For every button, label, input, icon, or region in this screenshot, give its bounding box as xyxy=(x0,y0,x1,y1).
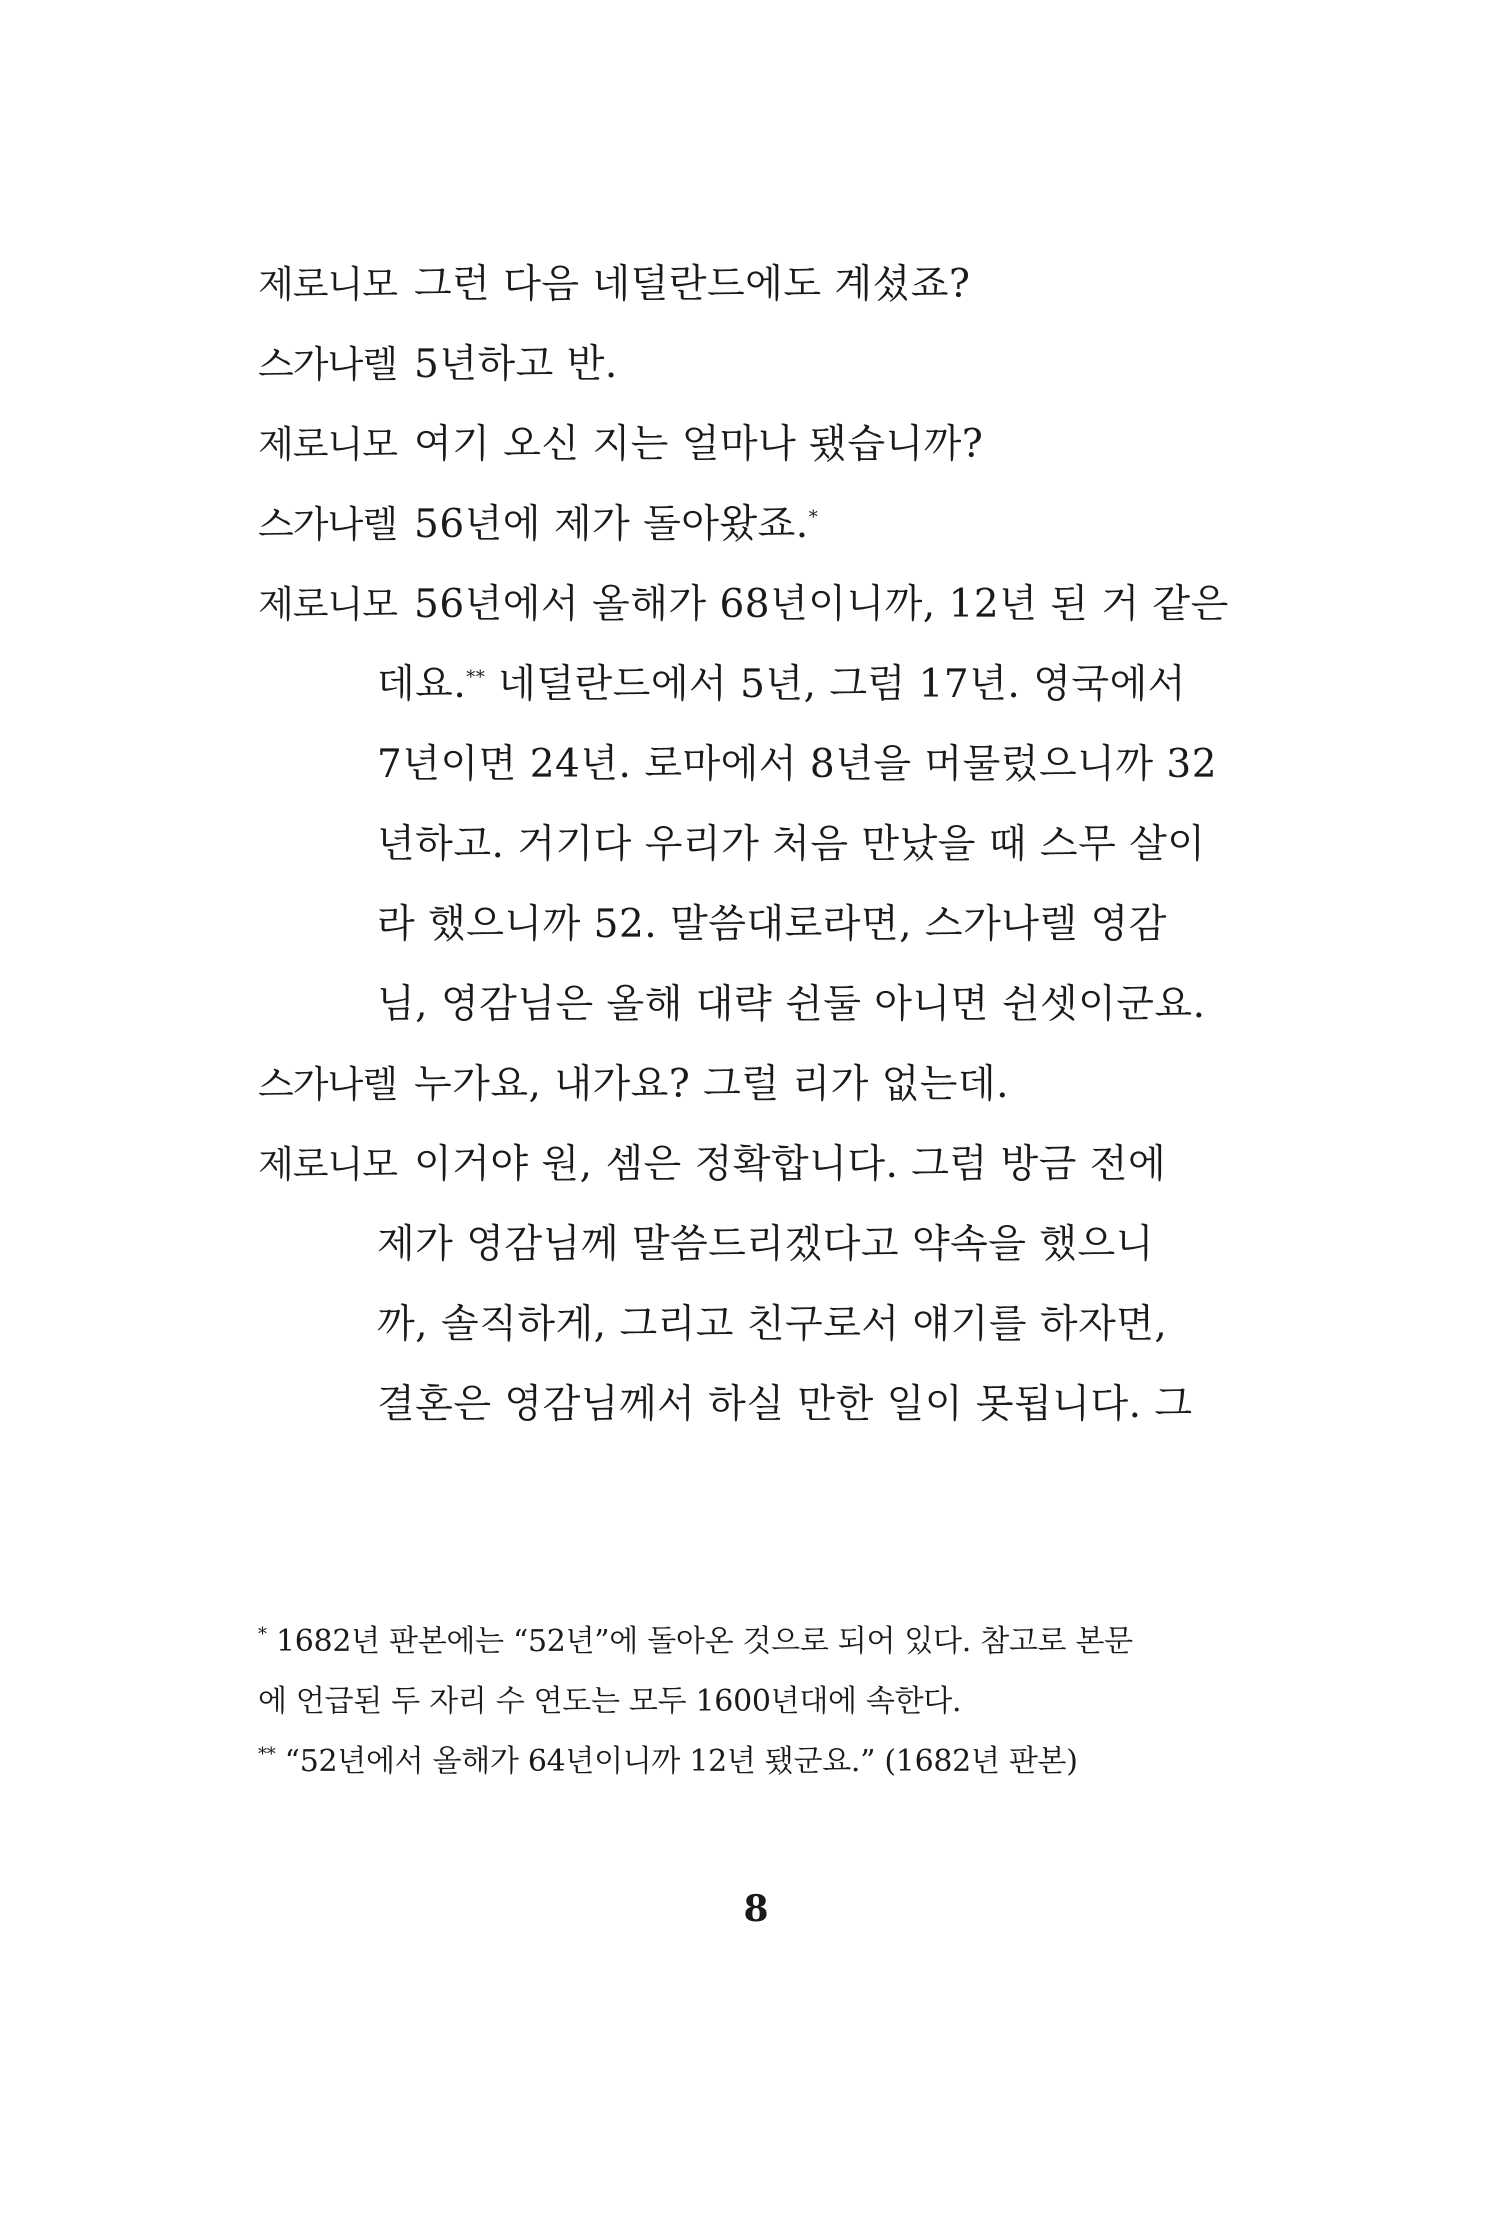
footnotes xyxy=(258,1612,1168,1792)
speech-text: 그런 다음 네덜란드에도 계셨죠? xyxy=(414,262,971,307)
dialogue-block xyxy=(258,245,1229,1445)
page-number: 8 xyxy=(743,1888,769,1930)
footnote-mark: * xyxy=(258,1624,267,1645)
footnote-mark: ** xyxy=(258,1744,276,1765)
speech-text: 5년하고 반. xyxy=(414,342,618,387)
footnote-reference: ** xyxy=(466,667,486,688)
speech-continuation: 까, 솔직하게, 그리고 친구로서 얘기를 하자면, xyxy=(377,1302,1168,1347)
footnote xyxy=(258,1732,1168,1792)
footnote-text: 1682년 판본에는 “52년”에 돌아온 것으로 되어 있다. 참고로 본문 xyxy=(275,1624,1133,1659)
speech-continuation: 라 했으니까 52. 말씀대로라면, 스가나렐 영감 xyxy=(377,902,1167,947)
speaker-name: 스가나렐 xyxy=(258,343,397,386)
dialogue-line xyxy=(258,565,1229,645)
speech-continuation: 년하고. 거기다 우리가 처음 만났을 때 스무 살이 xyxy=(377,822,1206,867)
speaker-name: 제로니모 xyxy=(258,583,397,626)
dialogue-line xyxy=(258,1045,1168,1125)
speech-text: 이거야 원, 셈은 정확합니다. 그럼 방금 전에 xyxy=(414,1142,1167,1187)
dialogue-line xyxy=(258,245,1168,325)
speech-text-segment: 데요. xyxy=(377,662,467,707)
dialogue-line xyxy=(258,405,1168,485)
speaker-name: 스가나렐 xyxy=(258,503,397,546)
speaker-name: 스가나렐 xyxy=(258,1063,397,1106)
speech-text-segment: 56년에 제가 돌아왔죠. xyxy=(414,502,809,547)
dialogue-line xyxy=(258,485,1168,565)
speech-text: 여기 오신 지는 얼마나 됐습니까? xyxy=(414,422,984,467)
speaker-name: 제로니모 xyxy=(258,1143,397,1186)
footnote-text: “52년에서 올해가 64년이니까 12년 됐군요.” (1682년 판본) xyxy=(284,1744,1078,1779)
speech-text xyxy=(414,485,1168,565)
speaker-name: 제로니모 xyxy=(258,423,397,466)
speech-continuation: 님, 영감님은 올해 대략 쉰둘 아니면 쉰셋이군요. xyxy=(377,982,1206,1027)
dialogue-line xyxy=(258,325,1168,405)
dialogue-line xyxy=(258,1125,1168,1205)
speech-continuation: 결혼은 영감님께서 하실 만한 일이 못됩니다. 그 xyxy=(377,1382,1193,1427)
speech-continuation: 제가 영감님께 말씀드리겠다고 약속을 했으니 xyxy=(377,1222,1154,1267)
speech-text: 누가요, 내가요? 그럴 리가 없는데. xyxy=(414,1062,1010,1107)
footnote xyxy=(258,1612,1168,1672)
speech-continuation xyxy=(258,645,1186,725)
footnote-continuation: 에 언급된 두 자리 수 연도는 모두 1600년대에 속한다. xyxy=(258,1684,962,1719)
speaker-name: 제로니모 xyxy=(258,263,397,306)
footnote-reference: * xyxy=(808,507,819,528)
speech-continuation: 7년이면 24년. 로마에서 8년을 머물렀으니까 32 xyxy=(377,742,1218,787)
speech-text-segment: 네덜란드에서 5년, 그럼 17년. 영국에서 xyxy=(498,662,1186,707)
speech-text: 56년에서 올해가 68년이니까, 12년 된 거 같은 xyxy=(414,582,1229,627)
